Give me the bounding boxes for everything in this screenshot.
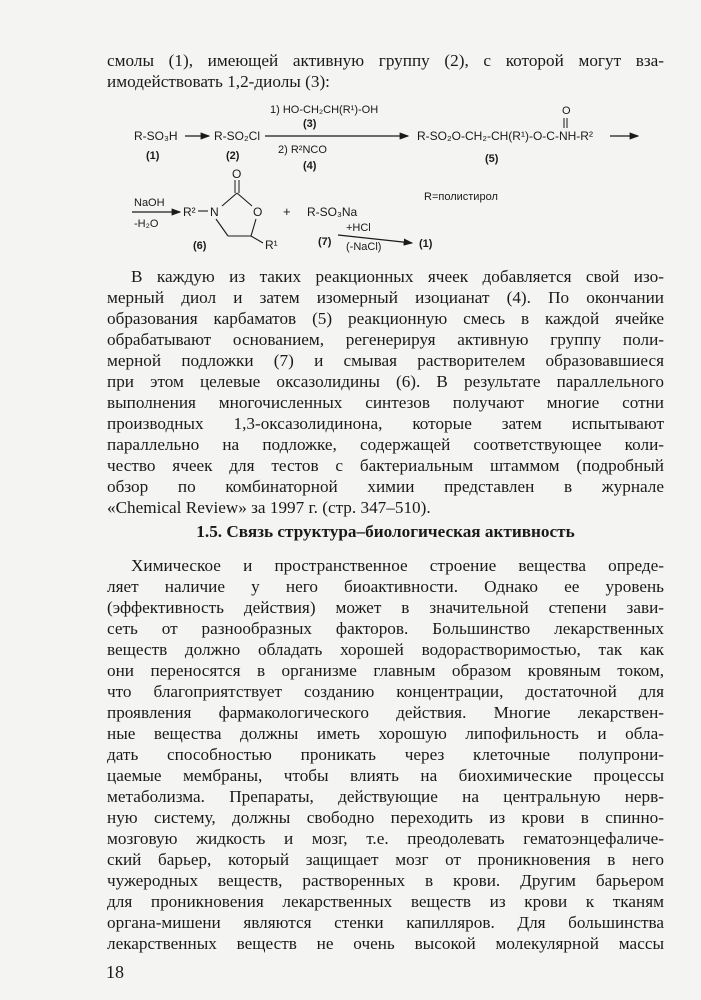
reagent-diol: 1) HO-CH₂CH(R¹)-OH <box>270 104 379 116</box>
label-2: (2) <box>226 150 240 162</box>
minus-nacl: (-NaCl) <box>346 241 382 253</box>
paragraph-line: для проникновения лекарственных веществ из крови к тканям <box>107 892 664 911</box>
paragraph-line: метаболизма. Препараты, действующие на центральную нерв- <box>107 787 664 806</box>
paragraph-line: при этом целевые оксазолидины (6). В результате параллельного <box>107 372 664 391</box>
paragraph-line: (эффективность действия) может в значительной степени зави- <box>107 598 664 617</box>
paragraph-line: дать способностью проникать через клеточные полупрони- <box>107 745 664 764</box>
paragraph-line: В каждую из таких реакционных ячеек добавляется свой изо- <box>131 267 664 286</box>
label-7: (7) <box>318 236 332 248</box>
paragraph-line: Химическое и пространственное строение вещества опреде- <box>131 556 664 575</box>
paragraph-line: чужеродных веществ, растворенных в крови. Другим барьером <box>107 871 664 890</box>
intro-line: смолы (1), имеющей активную группу (2), с которой могут вза- <box>107 51 664 70</box>
paragraph-line: образования карбаматов (5) реакционную смесь в каждой ячейке <box>107 309 664 328</box>
r-so3h: R-SO₃H <box>134 129 178 143</box>
paragraph-line: производных 1,3-оксазолидинона, которые затем испытывают <box>107 414 664 433</box>
reaction-scheme <box>0 0 701 270</box>
paragraph-line: выполнения многочисленных синтезов получают многие сотни <box>107 393 664 412</box>
label-1: (1) <box>146 150 160 162</box>
reagent-isocyanate: 2) R²NCO <box>278 144 327 156</box>
r-definition: R=полистирол <box>424 191 498 203</box>
ring-carbonyl-oxygen: O <box>232 167 242 181</box>
paragraph-line: проявления фармакологического действия. Многие лекарствен- <box>107 703 664 722</box>
carbonyl-oxygen: O <box>562 105 571 117</box>
paragraph-line: мерный диол и затем изомерный изоцианат (4). По окончании <box>107 288 664 307</box>
r-so2cl: R-SO₂Cl <box>214 129 260 143</box>
paragraph-line: они переносятся в организме главным образом кровяным током, <box>107 661 664 680</box>
section-heading: 1.5. Связь структура–биологическая активность <box>196 522 575 541</box>
paragraph-line: сеть от разнообразных факторов. Большинство лекарственных <box>107 619 664 638</box>
r-so3na: R-SO₃Na <box>307 205 358 219</box>
naoh: NaOH <box>134 197 165 209</box>
ring-bond <box>237 193 252 206</box>
label-3: (3) <box>303 118 317 130</box>
plus-hcl: +HCl <box>346 222 371 234</box>
r2-substituent: R² <box>183 205 196 219</box>
paragraph-line: что благоприятствует созданию концентрации, достаточной для <box>107 682 664 701</box>
plus-sign: + <box>283 204 291 219</box>
paragraph-line: обрабатывают основанием, регенерируя активную группу поли- <box>107 330 664 349</box>
paragraph-line: цаемые мембраны, чтобы влиять на биохимические процессы <box>107 766 664 785</box>
ring-nitrogen: N <box>210 205 219 219</box>
paragraph-line: параллельно на подложке, содержащей соответствующее коли- <box>107 435 664 454</box>
r1-substituent: R¹ <box>265 238 278 252</box>
paragraph-line: мерной подложки (7) и смывая растворителем образовавшиеся <box>107 351 664 370</box>
ring-oxygen: O <box>253 205 263 219</box>
paragraph-line: ные вещества должны иметь хорошую липофильность и обла- <box>107 724 664 743</box>
paragraph-line: лекарственных веществ не очень высокой молекулярной массы <box>107 934 664 953</box>
ring-bond <box>222 193 237 206</box>
r1-bond <box>251 236 263 243</box>
page-number: 18 <box>106 962 124 982</box>
paragraph-line: ляет наличие у него биоактивности. Однако ее уровень <box>107 577 664 596</box>
paragraph-line: «Chemical Review» за 1997 г. (стр. 347–510). <box>107 498 431 517</box>
paragraph-line: чество ячеек для тестов с бактериальным штаммом (подробный <box>107 456 664 475</box>
paragraph-line: обзор по комбинаторной химии представлен в журнале <box>107 477 664 496</box>
paragraph-line: мозговую жидкость и мозг, т.е. преодолевать гематоэнцефаличе- <box>107 829 664 848</box>
paragraph-line: ную систему, должны свободно переходить из крови в спинно- <box>107 808 664 827</box>
label-4: (4) <box>303 160 317 172</box>
intro-line: имодействовать 1,2-диолы (3): <box>107 72 330 91</box>
paragraph-line: органа-мишени являются стенки капилляров. Для большинства <box>107 913 664 932</box>
minus-h2o: -H₂O <box>134 218 159 230</box>
ring-bond <box>251 219 256 236</box>
label-1b: (1) <box>419 238 433 250</box>
paragraph-line: веществ должно обладать хорошей водорастворимостью, так как <box>107 640 664 659</box>
paragraph-line: ский барьер, который защищает мозг от проникновения в него <box>107 850 664 869</box>
label-6: (6) <box>193 240 207 252</box>
ring-bond <box>216 219 228 236</box>
label-5: (5) <box>485 153 499 165</box>
product-5: R-SO₂O-CH₂-CH(R¹)-O-C-NH-R² <box>417 129 593 143</box>
